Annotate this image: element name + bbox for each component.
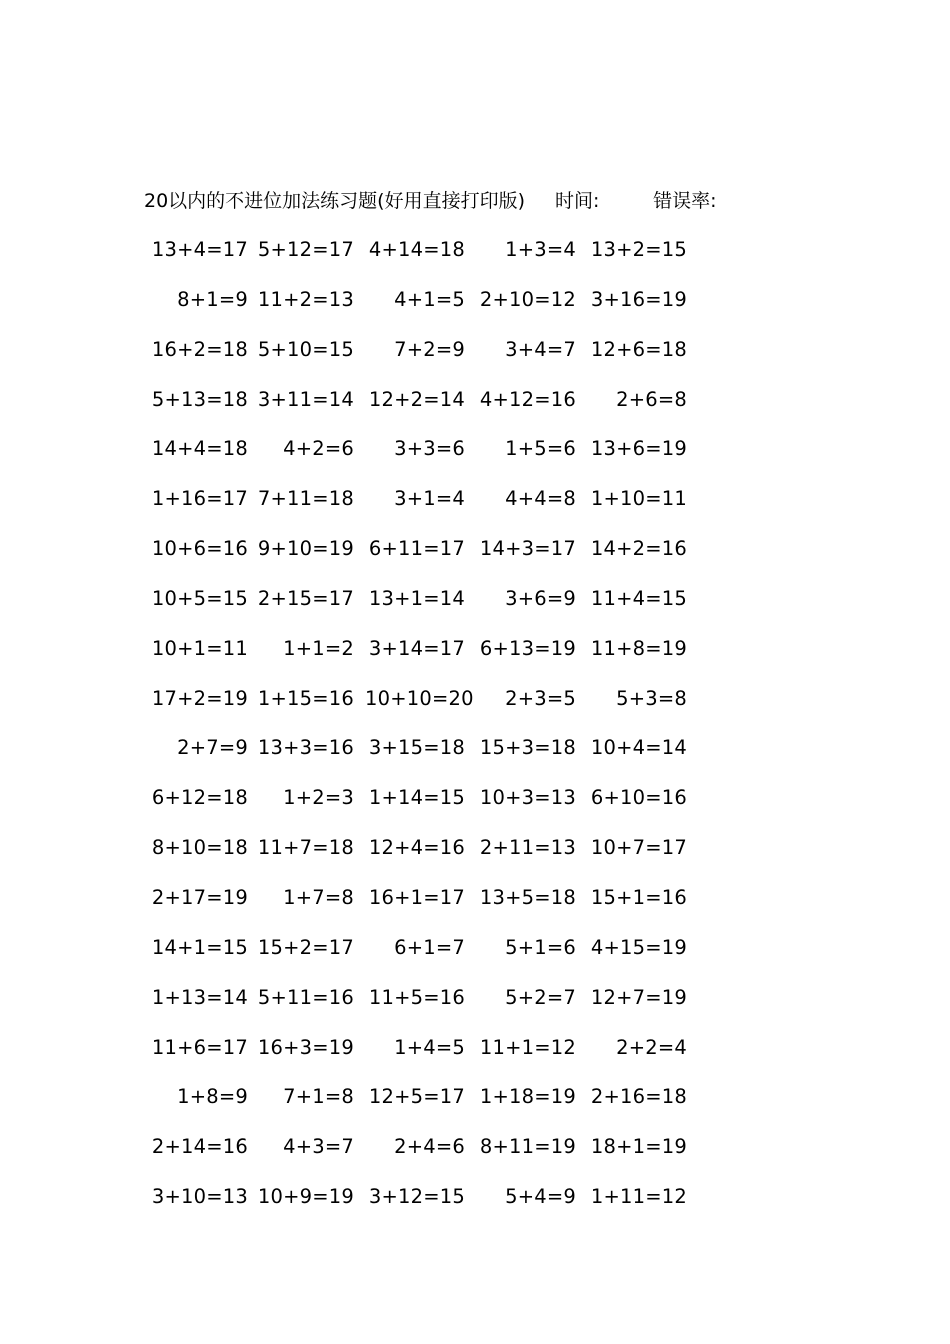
addition-problem: 10+3=13 [479, 786, 576, 810]
addition-problem: 13+1=14 [368, 586, 465, 610]
addition-problem: 2+7=9 [177, 736, 248, 760]
problem-row [148, 1034, 708, 1084]
problem-row [148, 236, 708, 286]
addition-problem: 11+8=19 [590, 636, 687, 660]
problem-row [148, 435, 708, 485]
addition-problem: 11+6=17 [151, 1035, 248, 1059]
problem-row [148, 784, 708, 834]
addition-problem: 16+3=19 [257, 1035, 354, 1059]
addition-problem: 6+11=17 [368, 537, 465, 561]
problem-row [148, 884, 708, 934]
addition-problem: 2+10=12 [479, 287, 576, 311]
problem-row [148, 834, 708, 884]
addition-problem: 5+1=6 [505, 935, 576, 959]
problem-grid [148, 236, 708, 1233]
addition-problem: 4+4=8 [505, 487, 576, 511]
addition-problem: 1+1=2 [283, 636, 354, 660]
addition-problem: 1+3=4 [505, 238, 576, 261]
problem-row [148, 386, 708, 436]
addition-problem: 6+1=7 [394, 935, 465, 959]
addition-problem: 2+16=18 [590, 1085, 687, 1109]
problem-row [148, 635, 708, 685]
addition-problem: 2+2=4 [616, 1035, 687, 1059]
addition-problem: 13+5=18 [479, 885, 576, 909]
addition-problem: 12+2=14 [368, 387, 465, 411]
addition-problem: 1+14=15 [368, 786, 465, 810]
addition-problem: 8+11=19 [479, 1135, 576, 1159]
addition-problem: 5+2=7 [505, 985, 576, 1009]
addition-problem: 11+7=18 [257, 836, 354, 860]
addition-problem: 17+2=19 [151, 686, 248, 710]
addition-problem: 10+7=17 [590, 836, 687, 860]
addition-problem: 5+3=8 [616, 686, 687, 710]
addition-problem: 5+11=16 [257, 985, 354, 1009]
addition-problem: 1+4=5 [394, 1035, 465, 1059]
addition-problem: 2+4=6 [394, 1135, 465, 1159]
addition-problem: 1+13=14 [151, 985, 248, 1009]
problem-row [148, 984, 708, 1034]
addition-problem: 1+7=8 [283, 885, 354, 909]
addition-problem: 5+4=9 [505, 1185, 576, 1209]
addition-problem: 12+6=18 [590, 337, 687, 361]
addition-problem: 1+8=9 [177, 1085, 248, 1109]
addition-problem: 7+1=8 [283, 1085, 354, 1109]
problem-row [148, 685, 708, 735]
addition-problem: 15+2=17 [257, 935, 354, 959]
addition-problem: 2+11=13 [479, 836, 576, 860]
addition-problem: 1+16=17 [151, 487, 248, 511]
addition-problem: 4+1=5 [394, 287, 465, 311]
problem-row [148, 535, 708, 585]
addition-problem: 3+1=4 [394, 487, 465, 511]
addition-problem: 6+10=16 [590, 786, 687, 810]
addition-problem: 9+10=19 [257, 537, 354, 561]
addition-problem: 14+3=17 [479, 537, 576, 561]
worksheet-header [144, 187, 717, 215]
addition-problem: 14+2=16 [590, 537, 687, 561]
addition-problem: 3+10=13 [151, 1185, 248, 1209]
addition-problem: 12+7=19 [590, 985, 687, 1009]
addition-problem: 2+15=17 [257, 586, 354, 610]
addition-problem: 1+5=6 [505, 437, 576, 461]
addition-problem: 13+4=17 [151, 238, 248, 261]
addition-problem: 2+17=19 [151, 885, 248, 909]
problem-row [148, 1133, 708, 1183]
addition-problem: 2+6=8 [616, 387, 687, 411]
addition-problem: 11+1=12 [479, 1035, 576, 1059]
addition-problem: 12+4=16 [368, 836, 465, 860]
addition-problem: 6+12=18 [151, 786, 248, 810]
addition-problem: 3+3=6 [394, 437, 465, 461]
addition-problem: 10+1=11 [151, 636, 248, 660]
problem-row [148, 934, 708, 984]
addition-problem: 14+4=18 [151, 437, 248, 461]
addition-problem: 4+2=6 [283, 437, 354, 461]
problem-row [148, 734, 708, 784]
time-label: 时间: [555, 190, 600, 212]
addition-problem: 8+1=9 [177, 287, 248, 311]
addition-problem: 10+9=19 [257, 1185, 354, 1209]
problem-row [148, 1083, 708, 1133]
addition-problem: 5+10=15 [257, 337, 354, 361]
addition-problem: 8+10=18 [151, 836, 248, 860]
addition-problem: 16+1=17 [368, 885, 465, 909]
addition-problem: 1+11=12 [590, 1185, 687, 1209]
addition-problem: 14+1=15 [151, 935, 248, 959]
addition-problem: 3+15=18 [368, 736, 465, 760]
addition-problem: 3+4=7 [505, 337, 576, 361]
addition-problem: 4+12=16 [479, 387, 576, 411]
addition-problem: 1+2=3 [283, 786, 354, 810]
addition-problem: 4+15=19 [590, 935, 687, 959]
addition-problem: 5+12=17 [257, 238, 354, 261]
addition-problem: 4+3=7 [283, 1135, 354, 1159]
addition-problem: 3+11=14 [257, 387, 354, 411]
addition-problem: 3+16=19 [590, 287, 687, 311]
addition-problem: 18+1=19 [590, 1135, 687, 1159]
addition-problem: 3+12=15 [368, 1185, 465, 1209]
addition-problem: 11+4=15 [590, 586, 687, 610]
addition-problem: 16+2=18 [151, 337, 248, 361]
addition-problem: 2+14=16 [151, 1135, 248, 1159]
addition-problem: 7+2=9 [394, 337, 465, 361]
addition-problem: 10+10=20 [365, 686, 474, 710]
addition-problem: 13+6=19 [590, 437, 687, 461]
problem-row [148, 585, 708, 635]
addition-problem: 7+11=18 [257, 487, 354, 511]
error-rate-label: 错误率: [653, 190, 717, 212]
addition-problem: 3+14=17 [368, 636, 465, 660]
addition-problem: 2+3=5 [505, 686, 576, 710]
addition-problem: 5+13=18 [151, 387, 248, 411]
addition-problem: 13+2=15 [590, 238, 687, 261]
addition-problem: 11+5=16 [368, 985, 465, 1009]
problem-row [148, 1183, 708, 1233]
addition-problem: 13+3=16 [257, 736, 354, 760]
addition-problem: 10+4=14 [590, 736, 687, 760]
addition-problem: 1+15=16 [257, 686, 354, 710]
worksheet-title: 20以内的不进位加法练习题(好用直接打印版) [144, 190, 526, 212]
addition-problem: 1+18=19 [479, 1085, 576, 1109]
addition-problem: 11+2=13 [257, 287, 354, 311]
addition-problem: 12+5=17 [368, 1085, 465, 1109]
addition-problem: 10+5=15 [151, 586, 248, 610]
addition-problem: 15+3=18 [479, 736, 576, 760]
addition-problem: 6+13=19 [479, 636, 576, 660]
addition-problem: 15+1=16 [590, 885, 687, 909]
addition-problem: 3+6=9 [505, 586, 576, 610]
addition-problem: 10+6=16 [151, 537, 248, 561]
problem-row [148, 336, 708, 386]
addition-problem: 1+10=11 [590, 487, 687, 511]
addition-problem: 4+14=18 [368, 238, 465, 261]
problem-row [148, 485, 708, 535]
problem-row [148, 286, 708, 336]
